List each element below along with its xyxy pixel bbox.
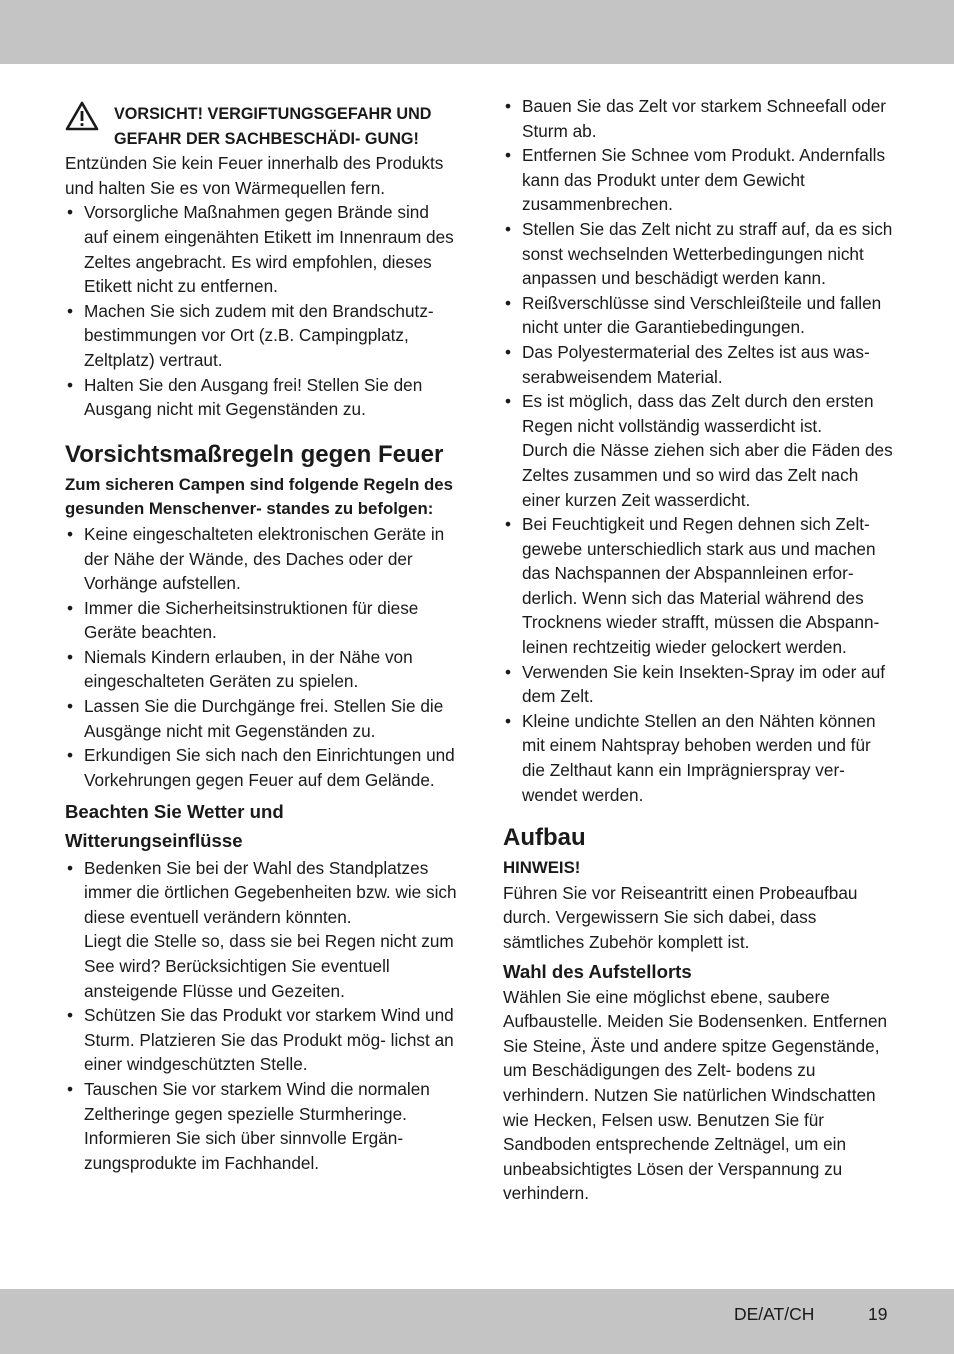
page-number: 19 — [868, 1304, 888, 1324]
note-label: HINWEIS! — [503, 858, 581, 878]
list-item: • Verwenden Sie kein Insekten-Spray im oder auf dem Zelt. — [503, 660, 895, 709]
warning-heading: VORSICHT! VERGIFTUNGSGEFAHR UND GEFAHR DER SACHBESCHÄDI- GUNG! — [114, 105, 432, 148]
list-item: • Lassen Sie die Durchgänge frei. Stellen Sie die Ausgänge nicht mit Gegenständen zu. — [65, 694, 457, 743]
footer-region: DE/AT/CH — [734, 1304, 815, 1324]
fire-subheading: Zum sicheren Campen sind folgende Regeln des gesunden Menschenver- standes zu befolgen: — [65, 474, 453, 519]
section-heading-setup: Aufbau — [503, 824, 586, 852]
warning-intro: Entzünden Sie kein Feuer innerhalb des Produkts und halten Sie es von Wärmequellen fern. — [65, 153, 444, 198]
list-item: • Stellen Sie das Zelt nicht zu straff auf, da es sich sonst wechselnden Wetterbedingungen nicht anpassen und beschädigt werden kann. — [503, 217, 895, 291]
section-heading-site: Wahl des Aufstellorts — [503, 960, 692, 982]
list-item: • Halten Sie den Ausgang frei! Stellen Sie den Ausgang nicht mit Gegenständen zu. — [65, 373, 457, 422]
list-item: • Keine eingeschalteten elektronischen Geräte in der Nähe der Wände, des Daches oder der Vorhänge aufstellen. — [65, 522, 457, 596]
list-item: • Es ist möglich, dass das Zelt durch den ersten Regen nicht vollständig wasserdicht ist. Durch die Nässe ziehen sich aber die Fäden des Zeltes zusammen und so wird das Zelt nach einer kurzen Zeit wasserdicht. — [503, 389, 895, 512]
list-item: • Kleine undichte Stellen an den Nähten können mit einem Nahtspray behoben werden und für die Zelthaut kann ein Imprägnierspray ver- wendet werden. — [503, 709, 895, 807]
list-item: • Machen Sie sich zudem mit den Brandschutz- bestimmungen vor Ort (z.B. Campingplatz, Zeltplatz) vertraut. — [65, 299, 457, 373]
list-item: • Bauen Sie das Zelt vor starkem Schneefall oder Sturm ab. — [503, 94, 895, 143]
site-text: Wählen Sie eine möglichst ebene, saubere Aufbaustelle. Meiden Sie Bodensenken. Entfernen Sie Steine, Äste und andere spitze Gegenstände, um Beschädigungen des Zelt- bodens zu verhindern. Nutzen Sie natürlichen Windschatten wie Hecken, Felsen usw. Benutzen Sie für Sandboden entsprechende Zeltnägel, um ein unbeabsichtigtes Lösen der Verspannung zu verhindern. — [503, 986, 888, 1204]
list-item: • Niemals Kindern erlauben, in der Nähe von eingeschalteten Geräten zu spielen. — [65, 645, 457, 694]
list-item: • Reißverschlüsse sind Verschleißteile und fallen nicht unter die Garantiebedingungen. — [503, 291, 895, 340]
warning-block — [65, 102, 457, 151]
left-column — [65, 94, 457, 1175]
list-item: • Das Polyestermaterial des Zeltes ist aus was- serabweisendem Material. — [503, 340, 895, 389]
list-item: • Schützen Sie das Produkt vor starkem Wind und Sturm. Platzieren Sie das Produkt mög- lichst an einer windgeschützten Stelle. — [65, 1003, 457, 1077]
list-item: • Tauschen Sie vor starkem Wind die normalen Zeltheringe gegen spezielle Sturmheringe. Informieren Sie sich über sinnvolle Ergän- zungsprodukte im Fachhandel. — [65, 1077, 457, 1175]
note-text: Führen Sie vor Reiseantritt einen Probeaufbau durch. Vergewissern Sie sich dabei, dass sämtliches Zubehör komplett ist. — [503, 882, 858, 952]
warning-list — [65, 200, 457, 421]
list-item: • Bei Feuchtigkeit und Regen dehnen sich Zelt- gewebe unterschiedlich stark aus und machen das Nachspannen der Abspannleinen erfor- derlich. Wenn sich das Material während des Trocknens wieder strafft, müssen die Abspann- leinen rechtzeitig wieder gelockert werden. — [503, 512, 895, 660]
section-heading-fire: Vorsichtsmaßregeln gegen Feuer — [65, 440, 444, 468]
weather-list-continued — [503, 94, 895, 807]
section-heading-weather: Beachten Sie Wetter und Witterungseinflüsse — [65, 801, 284, 852]
list-item: • Vorsorgliche Maßnahmen gegen Brände sind auf einem eingenähten Etikett im Innenraum des Zeltes angebracht. Es wird empfohlen, dieses Etikett nicht zu entfernen. — [65, 200, 457, 298]
right-column — [503, 94, 895, 1206]
weather-list — [65, 856, 457, 1176]
fire-list — [65, 522, 457, 793]
header-band — [0, 0, 954, 64]
list-item: • Entfernen Sie Schnee vom Produkt. Andernfalls kann das Produkt unter dem Gewicht zusammenbrechen. — [503, 143, 895, 217]
list-item: • Bedenken Sie bei der Wahl des Standplatzes immer die örtlichen Gegebenheiten bzw. wie sich diese eventuell verändern könnten. Liegt die Stelle so, dass sie bei Regen nicht zum See wird? Berücksichtigen Sie eventuell ansteigende Flüsse und Gezeiten. — [65, 856, 457, 1004]
list-item: • Immer die Sicherheitsinstruktionen für diese Geräte beachten. — [65, 596, 457, 645]
warning-triangle-icon — [65, 101, 99, 131]
list-item: • Erkundigen Sie sich nach den Einrichtungen und Vorkehrungen gegen Feuer auf dem Gelände. — [65, 743, 457, 792]
